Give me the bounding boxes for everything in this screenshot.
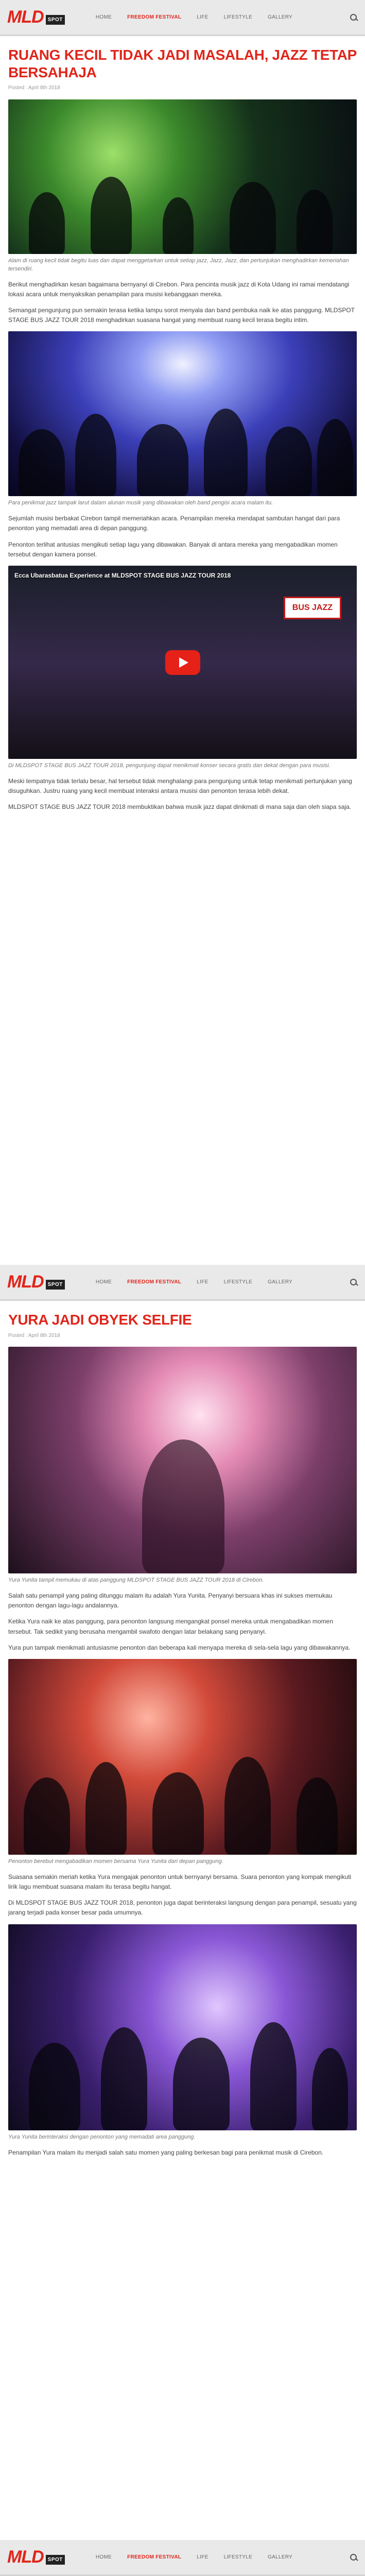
article-paragraph: MLDSPOT STAGE BUS JAZZ TOUR 2018 membuktikan bahwa musik jazz dapat dinikmati di mana saja dan oleh siapa saja.: [8, 803, 352, 811]
nav-item-life[interactable]: LIFE: [197, 2554, 208, 2560]
article-paragraph: Penampilan Yura malam itu menjadi salah satu momen yang paling berkesan bagi para penikmat musik di Cirebon.: [8, 2148, 324, 2156]
video-title: Ecca Ubarasbatua Experience at MLDSPOT STAGE BUS JAZZ TOUR 2018: [14, 572, 231, 579]
video-badge: BUS JAZZ: [284, 597, 341, 619]
search-icon[interactable]: [350, 1278, 358, 1286]
nav-item-lifestyle[interactable]: LIFESTYLE: [223, 2554, 253, 2560]
article-paragraph: Yura pun tampak menikmati antusiasme penonton dan beberapa kali menyapa mereka di sela-sela lagu yang dibawakannya.: [8, 1643, 351, 1651]
photo-caption: Yura Yunita tampil memukau di atas panggung MLDSPOT STAGE BUS JAZZ TOUR 2018 di Cirebon.: [8, 1577, 264, 1584]
article-title: YURA JADI OBYEK SELFIE: [8, 1312, 192, 1328]
play-icon[interactable]: [165, 650, 200, 675]
logo-text: MLD: [7, 2547, 44, 2567]
site-logo[interactable]: [7, 1268, 65, 1296]
article-meta: Posted : April 8th 2018: [8, 85, 60, 91]
nav-item-home[interactable]: HOME: [95, 14, 112, 20]
article-paragraph: Ketika Yura naik ke atas panggung, para penonton langsung mengangkat ponsel mereka untuk mengabadikan momen tersebut. Tak sedikit yang berusaha mengambil swafoto dengan latar belakang sang penyanyi.: [8, 1618, 333, 1635]
nav-item-life[interactable]: LIFE: [197, 14, 208, 20]
article-meta: Posted : April 8th 2018: [8, 1332, 60, 1338]
article-paragraph: Salah satu penampil yang paling ditunggu malam itu adalah Yura Yunita. Penyanyi bersuara khas ini sukses memukau penonton dengan lagu-lagu andalannya.: [8, 1592, 333, 1609]
search-icon[interactable]: [350, 13, 358, 22]
article-section-1: [0, 0, 365, 1265]
nav-item-freedom-festival[interactable]: FREEDOM FESTIVAL: [127, 1279, 182, 1285]
article-photo: [8, 1924, 357, 2130]
article-paragraph: Di MLDSPOT STAGE BUS JAZZ TOUR 2018, penonton juga dapat berinteraksi langsung dengan para penampil, sesuatu yang jarang terjadi pada konser besar pada umumnya.: [8, 1899, 357, 1917]
video-embed[interactable]: [8, 566, 357, 759]
nav-item-life[interactable]: LIFE: [197, 1279, 208, 1285]
nav-item-lifestyle[interactable]: LIFESTYLE: [223, 1279, 253, 1285]
site-header: [0, 2540, 365, 2576]
article-photo: [8, 331, 357, 496]
article-section-2: [0, 1265, 365, 2540]
nav-item-freedom-festival[interactable]: FREEDOM FESTIVAL: [127, 2554, 182, 2560]
search-icon[interactable]: [350, 2553, 358, 2562]
article-section-3: [0, 2540, 365, 2576]
logo-sub: SPOT: [46, 15, 65, 25]
article-photo: [8, 1347, 357, 1573]
nav-item-gallery[interactable]: GALLERY: [268, 2554, 293, 2560]
article-photo: [8, 99, 357, 254]
crowd-silhouette: [8, 422, 357, 496]
main-nav: [96, 2553, 292, 2562]
main-nav: [96, 1278, 292, 1286]
crowd-silhouette: [8, 2038, 357, 2130]
photo-caption: Alam di ruang kecil tidak begitu luas dan dapat menggetarkan untuk setiap jazz, Jazz, Jazz, dan pertunjukan menghadirkan kemeriahan tersendiri.: [8, 257, 349, 272]
photo-caption: Para penikmat jazz tampak larut dalam alunan musik yang dibawakan oleh band pengisi acara malam itu.: [8, 500, 273, 506]
nav-item-gallery[interactable]: GALLERY: [268, 14, 293, 20]
article-paragraph: Semangat pengunjung pun semakin terasa ketika lampu sorot menyala dan band pembuka naik ke atas panggung. MLDSPOT STAGE BUS JAZZ TOUR 2018 menghadirkan suasana hangat yang membuat ruang kecil terasa begitu intim.: [8, 306, 355, 324]
photo-caption: Penonton berebut mengabadikan momen bersama Yura Yunita dari depan panggung.: [8, 1858, 223, 1865]
article-paragraph: Sejumlah musisi berbakat Cirebon tampil memeriahkan acara. Penampilan mereka mendapat sambutan hangat dari para penonton yang memadati area di depan panggung.: [8, 515, 340, 532]
article-title: RUANG KECIL TIDAK JADI MASALAH, JAZZ TETAP BERSAHAJA: [8, 47, 357, 80]
article-body: [0, 36, 365, 812]
site-logo[interactable]: [7, 4, 65, 31]
nav-item-lifestyle[interactable]: LIFESTYLE: [223, 14, 253, 20]
logo-sub: SPOT: [46, 1280, 65, 1290]
singer-silhouette: [8, 1471, 357, 1573]
site-header: [0, 1265, 365, 1301]
nav-item-freedom-festival[interactable]: FREEDOM FESTIVAL: [127, 14, 182, 20]
site-logo[interactable]: [7, 2544, 65, 2571]
article-paragraph: Berikut menghadirkan kesan bagaimana bernyanyi di Cirebon. Para pencinta musik jazz di Kota Udang ini ramai mendatangi lokasi acara untuk menyaksikan penampilan para musisi kebanggaan mereka.: [8, 280, 350, 298]
photo-caption: Yura Yunita berinteraksi dengan penonton yang memadati area panggung.: [8, 2133, 196, 2140]
video-caption: Di MLDSPOT STAGE BUS JAZZ TOUR 2018, pengunjung dapat menikmati konser secara gratis dan dekat dengan para musisi.: [8, 762, 331, 769]
article-body: [0, 1301, 365, 2158]
site-header: [0, 0, 365, 36]
article-paragraph: Meski tempatnya tidak terlalu besar, hal tersebut tidak menghalangi para pengunjung untuk tetap menikmati pertunjukan yang disuguhkan. Justru ruang yang kecil membuat interaksi antara musisi dan penonton terasa lebih dekat.: [8, 777, 352, 795]
logo-text: MLD: [7, 7, 44, 27]
nav-item-gallery[interactable]: GALLERY: [268, 1279, 293, 1285]
crowd-silhouette: [8, 184, 357, 254]
crowd-silhouette: [8, 1767, 357, 1855]
article-photo: [8, 1659, 357, 1855]
main-nav: [96, 13, 292, 22]
nav-item-home[interactable]: HOME: [95, 1279, 112, 1285]
article-paragraph: Suasana semakin meriah ketika Yura mengajak penonton untuk bernyanyi bersama. Suara penonton yang kompak mengikuti lirik lagu membuat suasana malam itu terasa begitu hangat.: [8, 1873, 352, 1891]
logo-sub: SPOT: [46, 2555, 65, 2565]
article-paragraph: Penonton terlihat antusias mengikuti setiap lagu yang dibawakan. Banyak di antara mereka yang mengabadikan momen tersebut dengan kamera ponsel.: [8, 540, 338, 558]
logo-text: MLD: [7, 1272, 44, 1292]
nav-item-home[interactable]: HOME: [95, 2554, 112, 2560]
